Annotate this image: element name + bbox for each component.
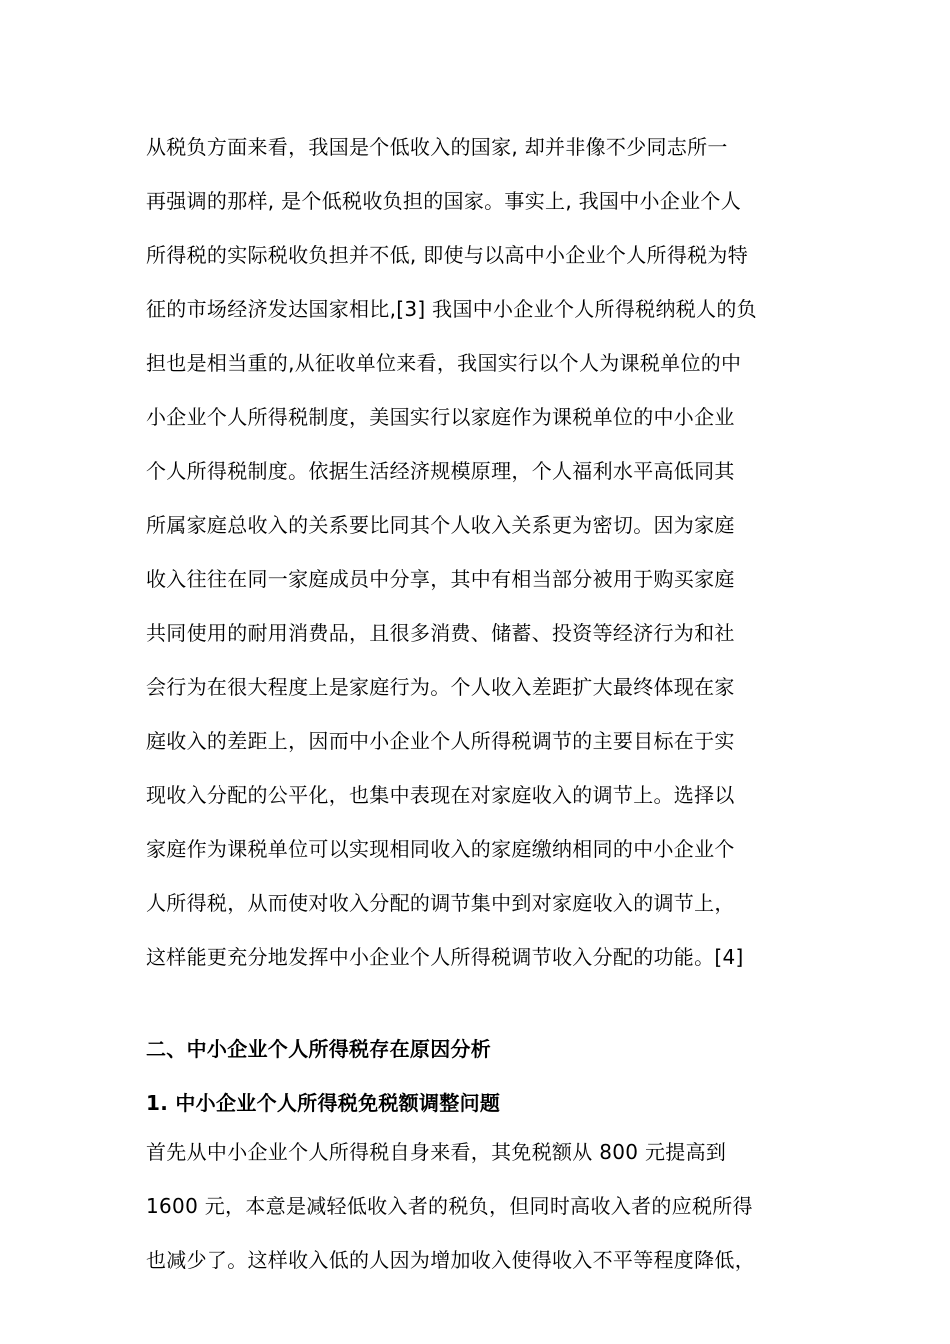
section2-line: 首先从中小企业个人所得税自身来看，其免税额从 800 元提高到: [146, 1140, 727, 1164]
paragraph1-line: 再强调的那样, 是个低税收负担的国家。事实上, 我国中小企业个人: [146, 189, 742, 213]
paragraph1-line: 人所得税，从而使对收入分配的调节集中到对家庭收入的调节上，: [146, 891, 735, 915]
section2-line: 1600 元，本意是减轻低收入者的税负，但同时高收入者的应税所得: [146, 1194, 753, 1218]
paragraph1-line: 共同使用的耐用消费品，且很多消费、储蓄、投资等经济行为和社: [146, 621, 735, 645]
section-heading: 二、中小企业个人所得税存在原因分析: [146, 1037, 492, 1061]
paragraph1-line: 会行为在很大程度上是家庭行为。个人收入差距扩大最终体现在家: [146, 675, 735, 699]
paragraph1-line: 所属家庭总收入的关系要比同其个人收入关系更为密切。因为家庭: [146, 513, 735, 537]
paragraph1-line: 庭收入的差距上，因而中小企业个人所得税调节的主要目标在于实: [146, 729, 735, 753]
paragraph1-line: 现收入分配的公平化，也集中表现在对家庭收入的调节上。选择以: [146, 783, 735, 807]
subsection-heading: 1. 中小企业个人所得税免税额调整问题: [146, 1091, 501, 1115]
paragraph1-line: 所得税的实际税收负担并不低, 即使与以高中小企业个人所得税为特: [146, 243, 749, 267]
paragraph1-line: 担也是相当重的,从征收单位来看，我国实行以个人为课税单位的中: [146, 351, 742, 375]
paragraph1-line: 小企业个人所得税制度，美国实行以家庭作为课税单位的中小企业: [146, 405, 735, 429]
paragraph1-line: 从税负方面来看，我国是个低收入的国家, 却并非像不少同志所一: [146, 135, 728, 159]
paragraph1-line: 个人所得税制度。依据生活经济规模原理，个人福利水平高低同其: [146, 459, 735, 483]
section2-line: 也减少了。这样收入低的人因为增加收入使得收入不平等程度降低，: [146, 1248, 755, 1272]
paragraph1-line: 收入往往在同一家庭成员中分享，其中有相当部分被用于购买家庭: [146, 567, 735, 591]
paragraph1-line: 这样能更充分地发挥中小企业个人所得税调节收入分配的功能。[4]: [146, 945, 744, 969]
paragraph1-line: 征的市场经济发达国家相比,[3] 我国中小企业个人所得税纳税人的负: [146, 297, 757, 321]
paragraph1-line: 家庭作为课税单位可以实现相同收入的家庭缴纳相同的中小企业个: [146, 837, 735, 861]
